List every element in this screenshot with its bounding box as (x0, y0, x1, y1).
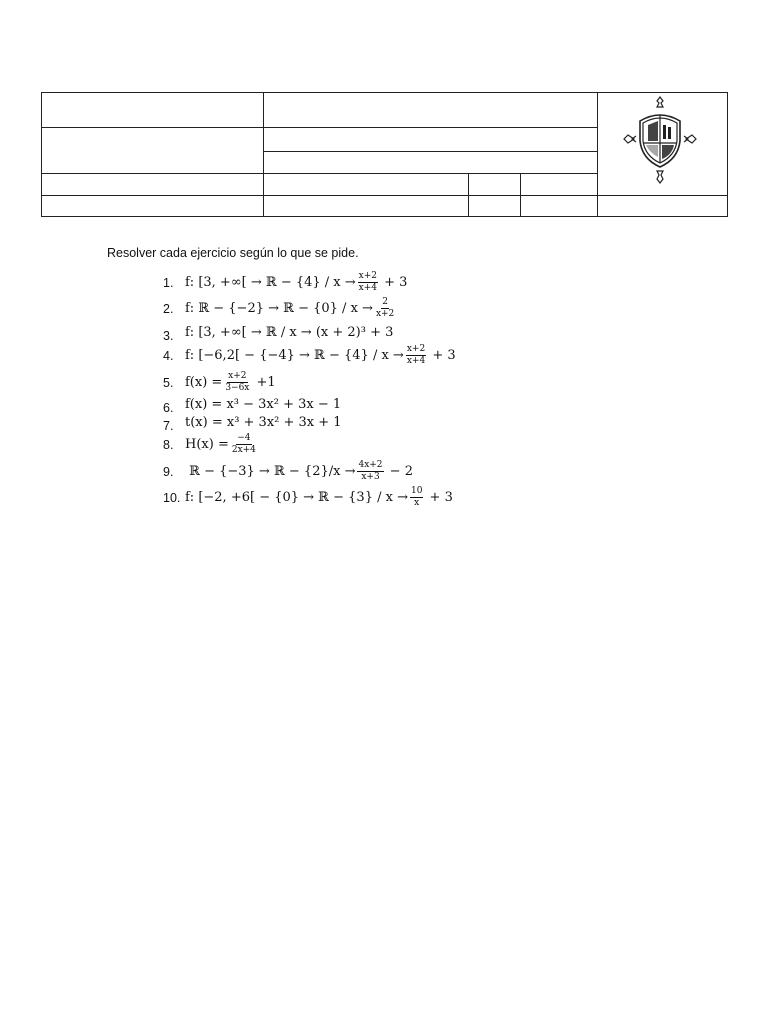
exercise-number: 2. (163, 302, 174, 316)
fraction-numerator: 2 (382, 297, 388, 307)
expression-text: f(x) = (185, 375, 223, 390)
exercise-expression (185, 415, 342, 430)
expression-text: f: [−6,2[ − {−4} → ℝ − {4} / x → (185, 348, 404, 363)
header-cell (42, 128, 264, 174)
fraction-denominator: 3−6x (225, 383, 250, 393)
exercise-number: 8. (163, 438, 174, 452)
fraction (224, 372, 250, 393)
expression-suffix: +1 (252, 375, 276, 390)
header-cell (521, 174, 598, 196)
fraction (410, 487, 423, 508)
header-cell (598, 196, 728, 217)
header-table (41, 92, 728, 217)
header-cell (264, 152, 598, 174)
fraction-numerator: x+2 (358, 271, 378, 281)
header-cell (469, 196, 521, 217)
expression-suffix: − 2 (385, 464, 413, 479)
fraction-numerator: x+2 (406, 344, 426, 354)
fraction-denominator: x+3 (361, 472, 380, 482)
exercise-number: 9. (163, 465, 174, 479)
exercise-number: 4. (163, 349, 174, 363)
header-cell (42, 174, 264, 196)
exercise-expression (185, 397, 341, 412)
exercise-expression (185, 372, 276, 393)
header-cell (42, 196, 264, 217)
expression-text: f: ℝ − {−2} → ℝ − {0} / x → (185, 301, 373, 316)
expression-text: ℝ − {−3} → ℝ − {2}/x → (185, 464, 356, 479)
fraction-denominator: x+4 (358, 283, 378, 293)
fraction (358, 272, 378, 293)
expression-text: f: [3, +∞[ → ℝ − {4} / x → (185, 275, 356, 290)
fraction (231, 434, 257, 455)
exercise-number: 3. (163, 329, 174, 343)
exercise-expression (185, 345, 456, 366)
expression-text: H(x) = (185, 437, 229, 452)
exercise-number: 10. (163, 491, 181, 505)
instructions-text: Resolver cada ejercicio según lo que se pide. (107, 246, 359, 260)
exercise-expression (185, 487, 453, 508)
exercise-expression (185, 434, 259, 455)
expression-suffix: + 3 (428, 348, 456, 363)
exercise-number: 7. (163, 419, 174, 433)
header-cell (42, 93, 264, 128)
exercise-number: 6. (163, 401, 174, 415)
exercise-number: 5. (163, 376, 174, 390)
header-cell (264, 174, 469, 196)
exercise-expression (185, 461, 413, 482)
fraction-denominator: x+4 (406, 356, 426, 366)
fraction-denominator: x+2 (375, 309, 395, 319)
exercise-expression (185, 298, 397, 319)
header-cell (264, 128, 598, 152)
fraction-numerator: 10 (410, 486, 423, 496)
exercise-expression (185, 325, 393, 340)
fraction (375, 298, 395, 319)
expression-text: f: [−2, +6[ − {0} → ℝ − {3} / x → (185, 490, 408, 505)
header-cell (469, 174, 521, 196)
school-crest-logo (614, 95, 704, 191)
fraction (357, 461, 383, 482)
expression-suffix: + 3 (425, 490, 453, 505)
header-cell (521, 196, 598, 217)
expression-text: f(x) = x³ − 3x² + 3x − 1 (185, 397, 342, 412)
exercise-number: 1. (163, 276, 174, 290)
expression-suffix: + 3 (380, 275, 408, 290)
fraction (406, 345, 426, 366)
fraction-numerator: −4 (237, 433, 251, 443)
fraction-numerator: x+2 (228, 371, 247, 381)
expression-text: f: [3, +∞[ → ℝ / x → (x + 2)³ + 3 (185, 325, 394, 340)
header-cell (264, 196, 469, 217)
header-cell (264, 93, 598, 128)
fraction-denominator: 2x+4 (231, 445, 256, 455)
exercise-expression (185, 272, 407, 293)
expression-text: t(x) = x³ + 3x² + 3x + 1 (185, 415, 342, 430)
fraction-denominator: x (414, 498, 420, 508)
fraction-numerator: 4x+2 (358, 460, 383, 470)
logo-cell (598, 93, 728, 196)
